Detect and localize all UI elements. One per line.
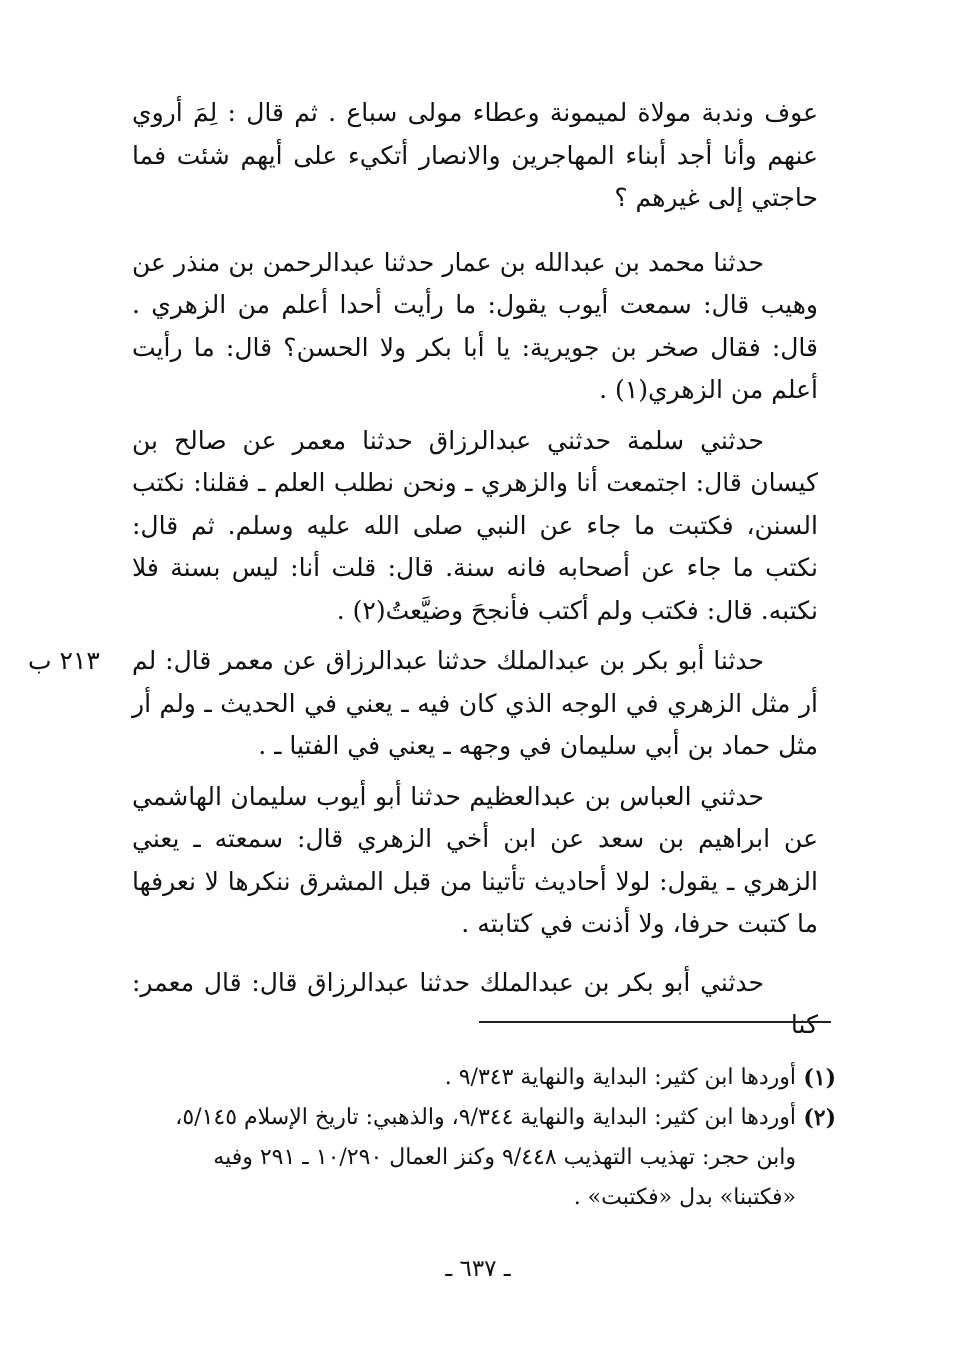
page-number: ـ ٦٣٧ ـ: [445, 1256, 511, 1282]
text-line: حدثنا أبو بكر بن عبدالملك حدثنا عبدالرزاق عن معمر قال: لم أر مثل: [132, 646, 818, 718]
text-line: حدثنا محمد بن عبدالله بن عمار حدثنا عبدالرحمن بن منذر عن وهيب: [132, 247, 818, 319]
paragraph-2: [132, 242, 818, 412]
text-line: أصحابه فانه سنة. قال: قلت أنا: ليس بسنة فلا نكتبه. قال: فكتب ولم: [132, 553, 818, 625]
footnote-line: ٥/١٤٥، وابن حجر: تهذيب التهذيب ٩/٤٤٨ وكنز العمال ١٠/٢٩٠: [175, 1105, 796, 1170]
text-line: الزهري في الوجه الذي كان فيه ـ يعني في الحديث ـ ولم أر مثل حماد بن أبي: [132, 688, 818, 760]
text-line: لولا أحاديث تأتينا من قبل المشرق ننكرها لا نعرفها ما كتبت حرفا، ولا أذنت: [132, 866, 818, 938]
paragraph-5: [132, 776, 818, 946]
paragraph-1: [132, 92, 818, 220]
text-line: سليمان في وجهه ـ يعني في الفتيا ـ .: [258, 731, 637, 760]
text-line: صخر بن جويرية: يا أبا بكر ولا الحسن؟ قال: ما رأيت أعلم من: [132, 332, 818, 404]
text-line: قال: سمعت أيوب يقول: ما رأيت أحدا أعلم من الزهري . قال: فقال: [132, 290, 819, 362]
manuscript-folio-marker: ٢١٣ ب: [28, 646, 100, 675]
footnote-line: أوردها ابن كثير: البداية والنهاية ٩/٣٤٤، والذهبي: تاريخ الإسلام: [244, 1105, 796, 1130]
paragraph-4: [132, 640, 818, 768]
footnotes: [150, 1058, 836, 1218]
footnote-separator: [479, 1021, 831, 1023]
main-text: [132, 92, 818, 1047]
footnote-text: [150, 1058, 796, 1098]
text-line: أكتب فأنجحَ وضيَّعتُ(٢) .: [336, 595, 589, 625]
paragraph-6: [132, 962, 818, 1047]
footnote-1: [150, 1058, 836, 1098]
footnote-number: (١): [803, 1065, 836, 1091]
paragraph-3: [132, 420, 818, 633]
text-line: ابراهيم بن سعد عن ابن أخي الزهري قال: سمعته ـ يعني الزهري ـ يقول:: [132, 824, 818, 896]
footnote-2: [150, 1098, 836, 1218]
footnote-text: [150, 1098, 796, 1218]
text-line: حدثني أبو بكر بن عبدالملك حدثنا عبدالرزاق قال: قال معمر: كنا: [132, 967, 818, 1039]
text-line: حدثني سلمة حدثني عبدالرزاق حدثنا معمر عن صالح بن كيسان: [132, 425, 818, 497]
footnote-line: أوردها ابن كثير: البداية والنهاية ٩/٣٤٣ .: [444, 1065, 796, 1090]
text-line: الزهري(١) .: [599, 375, 723, 404]
text-line: عوف وندبة مولاة لميمونة وعطاء مولى سباع . ثم قال : لِمَ أروي عنهم وأنا أجد: [132, 98, 818, 170]
text-line: فكتبت ما جاء عن النبي صلى الله عليه وسلم. ثم قال: نكتب ما جاء عن: [132, 510, 818, 582]
text-line: حدثني العباس بن عبدالعظيم حدثنا أبو أيوب سليمان الهاشمي عن: [132, 781, 818, 853]
footnote-line: ـ ٢٩١ وفيه «فكتبنا» بدل «فكتبت» .: [213, 1145, 796, 1210]
text-line: قال: اجتمعت أنا والزهري ـ ونحن نطلب العلم ـ فقلنا: نكتب السنن،: [132, 468, 818, 540]
text-line: في كتابته .: [461, 909, 573, 938]
footnote-number: (٢): [803, 1105, 836, 1131]
text-line: أبناء المهاجرين والانصار أتكيء على أيهم شئت فما حاجتي إلى غيرهم ؟: [132, 140, 818, 212]
